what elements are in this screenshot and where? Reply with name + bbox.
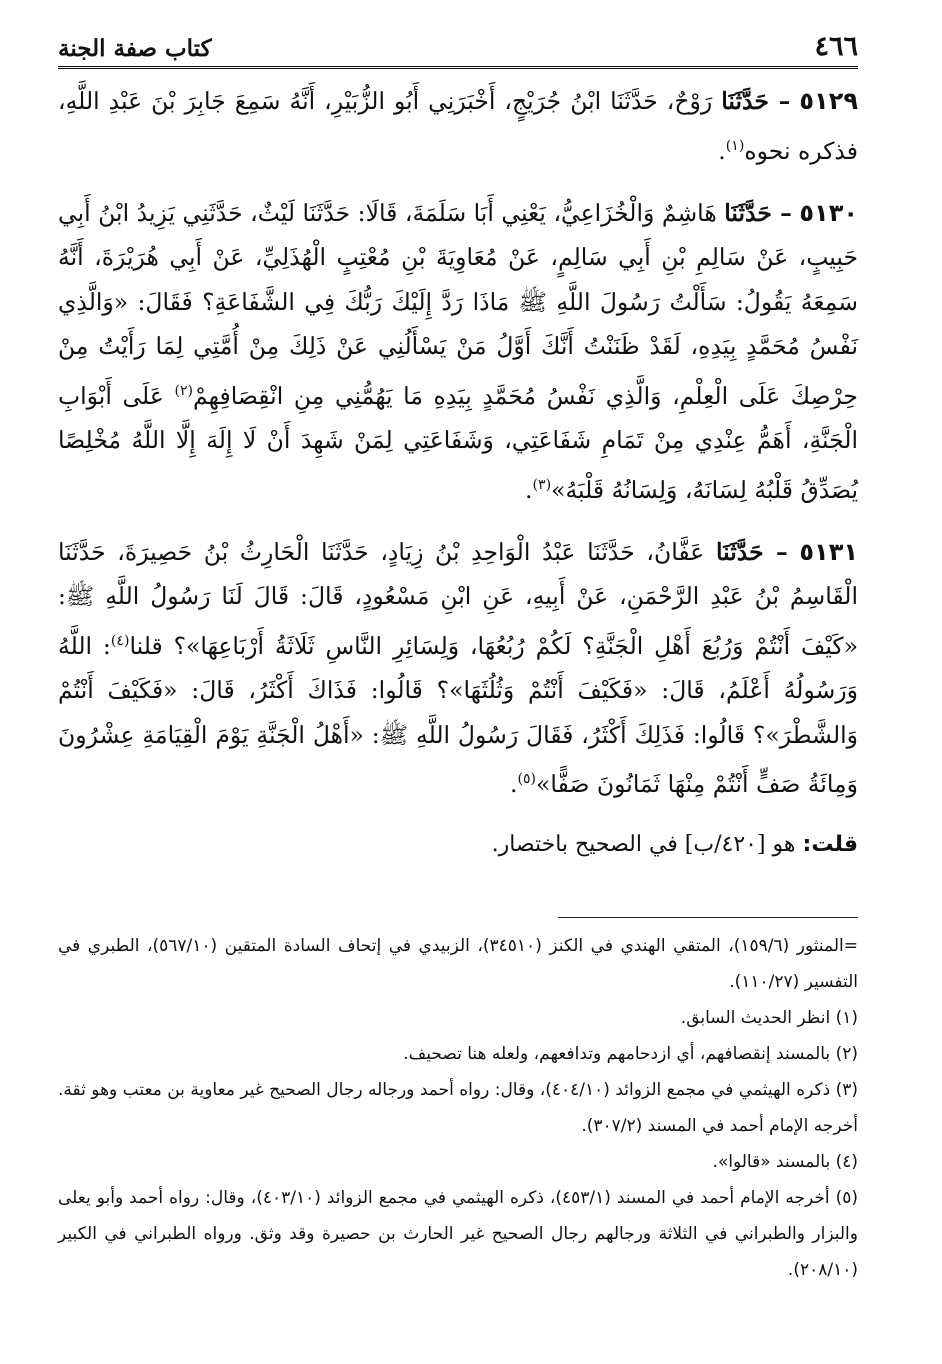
qult-label: قلت: xyxy=(802,831,858,857)
footnote-5: (٥) أخرجه الإمام أحمد في المسند (٤٥٣/١)، ذكره الهيثمي في مجمع الزوائد (٤٠٣/١٠)، وقال: رواه أحمد وأبو يعلى والبزار والطبراني في الثلاثة ورجالهم رجال الصحيح غير الحارث بن حصيرة وقد وثق. ورواه الطبراني في الكبير (٢٠٨/١٠). xyxy=(58,1187,858,1280)
hadith-5131 xyxy=(58,530,858,807)
footnote-1: (١) انظر الحديث السابق. xyxy=(680,1007,858,1028)
footnote-4: (٤) بالمسند «قالوا». xyxy=(712,1151,858,1172)
book-title: كتاب صفة الجنة xyxy=(58,35,212,62)
footnote-ref: (١) xyxy=(725,137,745,154)
hadith-number: ٥١٣١ xyxy=(799,537,858,566)
footnote-ref: (٤) xyxy=(110,632,130,649)
hadith-opener: حَدَّثَنَا xyxy=(721,87,769,115)
dash: – xyxy=(768,87,791,115)
hadith-end: . xyxy=(718,136,726,165)
footnote-2: (٢) بالمسند إنقصافهم، أي ازدحامهم وتدافعهم، ولعله هنا تصحيف. xyxy=(403,1043,858,1064)
hadith-text: هَاشِمٌ وَالْخُزَاعِيُّ، يَعْنِي أَبَا سَلَمَةَ، قَالَا: حَدَّثَنَا لَيْثٌ، حَدَّثَنِي يَزِيدُ ابْنُ أَبِي حَبِيبٍ، عَنْ سَالِمِ بْنِ أَبِي سَالِمٍ، عَنْ مُعَاوِيَةَ بْنِ مُعْتِبٍ الْهُذَلِيِّ، عَنْ أَبِي هُرَيْرَةَ، أَنَّهُ سَمِعَهُ يَقُولُ: سَأَلْتُ رَسُولَ اللَّهِ ﷺ مَاذَا رَدَّ إِلَيْكَ رَبُّكَ فِي الشَّفَاعَةِ؟ فَقَالَ: «وَالَّذِي نَفْسُ مُحَمَّدٍ بِيَدِهِ، لَقَدْ ظَنَنْتُ أَنَّكَ أَوَّلُ مَنْ يَسْأَلُنِي عَنْ ذَلِكَ مِنْ أُمَّتِي لِمَا رَأَيْتُ مِنْ حِرْصِكَ عَلَى الْعِلْمِ، وَالَّذِي نَفْسُ مُحَمَّدٍ بِيَدِهِ مَا يَهُمُّنِي مِنِ انْقِصَافِهِمْ xyxy=(58,198,858,410)
hadith-text: رَوْحٌ، حَدَّثَنَا ابْنُ جُرَيْجٍ، أَخْبَرَنِي أَبُو الزُّبَيْرِ، أَنَّهُ سَمِعَ جَابِرَ بْنَ عَبْدِ اللَّهِ، فذكره نحوه xyxy=(58,87,858,165)
hadith-5130 xyxy=(58,191,858,512)
hadith-text: عَفَّانُ، حَدَّثَنَا عَبْدُ الْوَاحِدِ بْنُ زِيَادٍ، حَدَّثَنَا الْحَارِثُ بْنُ حَصِيرَةَ، حَدَّثَنَا الْقَاسِمُ بْنُ عَبْدِ الرَّحْمَنِ، عَنْ أَبِيهِ، عَنِ ابْنِ مَسْعُودٍ، قَالَ: قَالَ لَنَا رَسُولُ اللَّهِ ﷺ: «كَيْفَ أَنْتُمْ وَرُبُعَ أَهْلِ الْجَنَّةِ؟ لَكُمْ رُبُعُهَا، وَلِسَائِرِ النَّاسِ ثَلَاثَةُ أَرْبَاعِهَا»؟ قلنا xyxy=(58,537,858,660)
hadith-opener: حَدَّثَنَا xyxy=(715,537,764,566)
hadith-end: . xyxy=(525,475,533,504)
hadith-end: . xyxy=(509,770,518,799)
footnote-continuation: =المنثور (١٥٩/٦)، المتقي الهندي في الكنز (٣٤٥١٠)، الزبيدي في إتحاف السادة المتقين (٥٦٧/١٠)، الطبري في التفسير (١١٠/٢٧). xyxy=(58,935,859,992)
page-number: ٤٦٦ xyxy=(814,31,858,62)
main-text xyxy=(58,79,858,865)
hadith-text-continued: : اللَّهُ وَرَسُولُهُ أَعْلَمُ، قَالَ: «فَكَيْفَ أَنْتُمْ وَثُلُثَهَا»؟ قَالُوا: فَذَاكَ أَكْثَرُ، قَالَ: «فَكَيْفَ أَنْتُمْ وَالشَّطْرَ»؟ قَالُوا: فَذَلِكَ أَكْثَرُ، فَقَالَ رَسُولُ اللَّهِ ﷺ: «أَهْلُ الْجَنَّةِ يَوْمَ الْقِيَامَةِ عِشْرُونَ وَمِائَةُ صَفٍّ أَنْتُمْ مِنْهَا ثَمَانُونَ صَفًّا» xyxy=(58,631,858,799)
dash: – xyxy=(771,198,792,227)
hadith-number: ٥١٣٠ xyxy=(799,198,858,227)
footnote-ref: (٢) xyxy=(174,382,194,399)
footnote-divider xyxy=(558,917,858,918)
footnotes xyxy=(58,928,858,1288)
footnote-ref: (٥) xyxy=(517,771,537,788)
page-header xyxy=(58,22,858,69)
hadith-opener: حَدَّثَنَا xyxy=(724,198,772,227)
qult-text: هو [٤٢٠/ب] في الصحيح باختصار. xyxy=(491,831,796,857)
dash: – xyxy=(763,537,788,566)
book-page xyxy=(58,22,858,1288)
hadith-5129 xyxy=(58,79,858,173)
footnote-3: (٣) ذكره الهيثمي في مجمع الزوائد (٤٠٤/١٠)، وقال: رواه أحمد ورجاله رجال الصحيح غير معاوية بن معتب وهو ثقة. أخرجه الإمام أحمد في المسند (٣٠٧/٢). xyxy=(58,1079,859,1136)
hadith-text-continued: عَلَى أَبْوَابِ الْجَنَّةِ، أَهَمُّ عِنْدِي مِنْ تَمَامِ شَفَاعَتِي، وَشَفَاعَتِي لِمَنْ شَهِدَ أَنْ لَا إِلَهَ إِلَّا اللَّهُ مُخْلِصًا يُصَدِّقُ قَلْبُهُ لِسَانَهُ، وَلِسَانُهُ قَلْبَهُ» xyxy=(58,381,858,504)
footnote-ref: (٣) xyxy=(532,476,552,493)
qult-note xyxy=(58,825,858,865)
hadith-number: ٥١٢٩ xyxy=(799,87,858,115)
